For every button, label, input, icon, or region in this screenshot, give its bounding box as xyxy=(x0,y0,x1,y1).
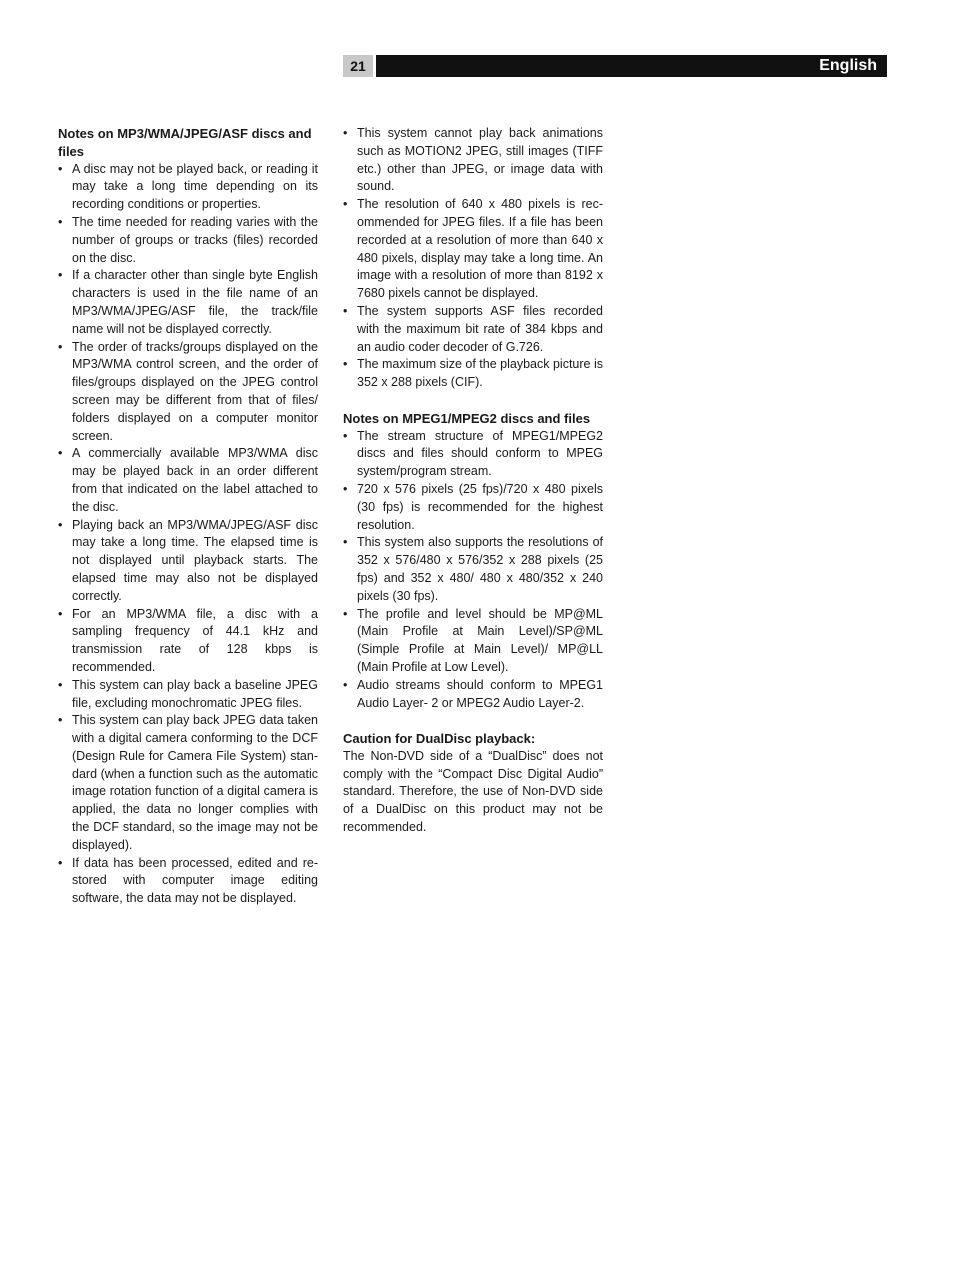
header-bar xyxy=(376,55,887,77)
list-item: • A commercially available MP3/WMA disc may be played back in an order different from that indicated on the label attached to the disc. xyxy=(58,445,318,516)
list-item: • The resolution of 640 x 480 pixels is rec-ommended for JPEG files. If a file has been recorded at a resolution of more than 640 x 480 pixels, display may take a long time. An image with a resolution of more than 8192 x 7680 pixels cannot be displayed. xyxy=(343,196,603,303)
page-number: 21 xyxy=(343,55,373,77)
list-item: • If data has been processed, edited and re-stored with computer image editing software, the data may not be displayed. xyxy=(58,855,318,908)
section-heading-mp3: Notes on MP3/WMA/JPEG/ASF discs and files xyxy=(58,126,312,159)
list-item: • This system can play back a baseline JPEG file, excluding monochromatic JPEG files. xyxy=(58,677,318,713)
caution-paragraph: The Non-DVD side of a “DualDisc” does not comply with the “Compact Disc Digital Audio” standard. Therefore, the use of Non-DVD side of a DualDisc on this product may not be recommended. xyxy=(343,748,603,835)
list-item: • This system also supports the resolutions of 352 x 576/480 x 576/352 x 288 pixels (25 fps) and 352 x 480/ 480 x 480/352 x 240 pixels (30 fps). xyxy=(343,534,603,605)
right-column xyxy=(343,125,603,837)
list-item: • The stream structure of MPEG1/MPEG2 discs and files should conform to MPEG system/program stream. xyxy=(343,428,603,481)
section-heading-mpeg: Notes on MPEG1/MPEG2 discs and files xyxy=(343,410,591,426)
mp3-notes-list xyxy=(58,161,318,908)
list-item: • A disc may not be played back, or reading it may take a long time depending on its recording conditions or properties. xyxy=(58,161,318,214)
list-item: • This system can play back JPEG data taken with a digital camera conforming to the DCF (Design Rule for Camera File System) stan-dard (when a function such as the automatic image rotation function of a digital camera is applied, the data no longer complies with the DCF standard, so the image may not be displayed). xyxy=(58,712,318,854)
list-item: • The maximum size of the playback picture is 352 x 288 pixels (CIF). xyxy=(343,356,603,392)
list-item: • Playing back an MP3/WMA/JPEG/ASF disc may take a long time. The elapsed time is not displayed until playback starts. The elapsed time may also not be displayed correctly. xyxy=(58,517,318,606)
left-column xyxy=(58,125,318,908)
list-item: • The system supports ASF files recorded with the maximum bit rate of 384 kbps and an audio coder decoder of G.726. xyxy=(343,303,603,356)
list-item: • This system cannot play back animations such as MOTION2 JPEG, still images (TIFF etc.) other than JPEG, or image data with sound. xyxy=(343,125,603,196)
list-item: • 720 x 576 pixels (25 fps)/720 x 480 pixels (30 fps) is recommended for the highest resolution. xyxy=(343,481,603,534)
list-item: • If a character other than single byte English characters is used in the file name of an MP3/WMA/JPEG/ASF file, the track/file name will not be displayed correctly. xyxy=(58,267,318,338)
list-item: • The order of tracks/groups displayed on the MP3/WMA control screen, and the order of files/groups displayed on the JPEG control screen may be different from that of files/ folders displayed on a computer monitor screen. xyxy=(58,339,318,446)
list-item: • For an MP3/WMA file, a disc with a sampling frequency of 44.1 kHz and transmission rate of 128 kbps is recommended. xyxy=(58,606,318,677)
language-label: English xyxy=(819,57,877,74)
section-heading-caution: Caution for DualDisc playback: xyxy=(343,731,536,747)
jpeg-notes-list xyxy=(343,125,603,392)
list-item: • Audio streams should conform to MPEG1 Audio Layer- 2 or MPEG2 Audio Layer-2. xyxy=(343,677,603,713)
mpeg-notes-list xyxy=(343,428,603,713)
list-item: • The time needed for reading varies with the number of groups or tracks (files) recorded on the disc. xyxy=(58,214,318,267)
list-item: • The profile and level should be MP@ML (Main Profile at Main Level)/SP@ML (Simple Profile at Main Level)/ MP@LL (Main Profile at Low Level). xyxy=(343,606,603,677)
